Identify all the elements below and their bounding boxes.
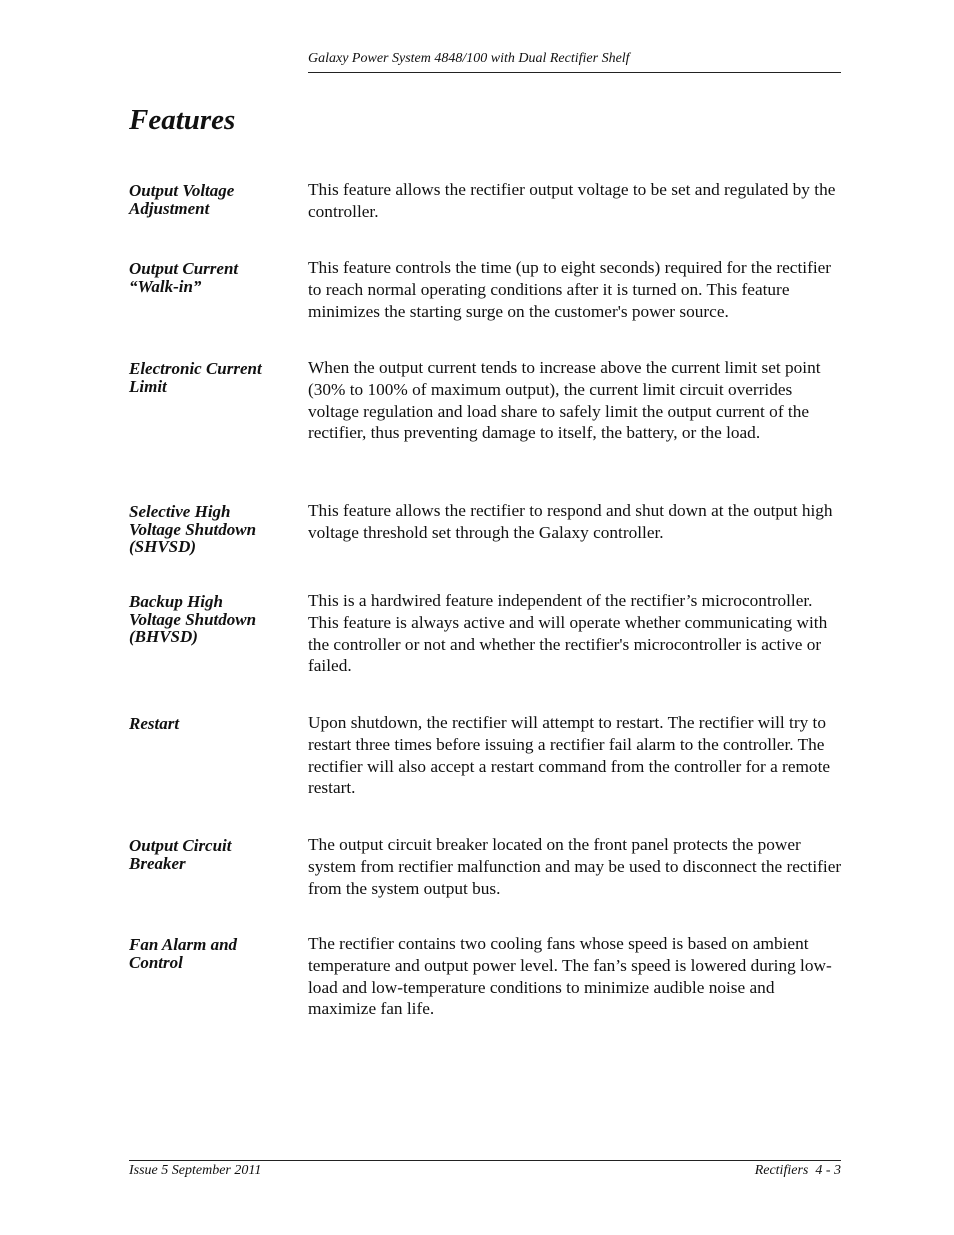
feature-term-restart: Restart — [129, 714, 180, 733]
footer-rule — [129, 1160, 841, 1161]
feature-term-bhvsd: Backup High Voltage Shutdown (BHVSD) — [129, 592, 257, 646]
feature-term-circuit-breaker: Output Circuit Breaker — [129, 836, 232, 873]
page-title: Features — [129, 104, 236, 136]
feature-desc-current-limit: When the output current tends to increase above the current limit set point (30% to 100% of maximum output), the current limit circuit overrides voltage regulation and load share to safely limit the output current of the rectifier, thus preventing damage to itself, the battery, or the load. — [308, 358, 821, 443]
footer-page-number: Rectifiers 4 - 3 — [754, 1163, 841, 1178]
feature-term-current-limit: Electronic Current Limit — [129, 359, 262, 396]
feature-desc-circuit-breaker: The output circuit breaker located on the front panel protects the power system from rectifier malfunction and may be used to disconnect the rectifier from the system output bus. — [308, 835, 842, 898]
feature-term-fan-alarm: Fan Alarm and Control — [129, 935, 238, 972]
header-rule — [308, 72, 841, 73]
footer-issue-date: Issue 5 September 2011 — [129, 1163, 262, 1178]
feature-desc-walk-in: This feature controls the time (up to eight seconds) required for the rectifier to reach normal operating conditions after it is turned on. This feature minimizes the starting surge on the customer's power source. — [308, 258, 832, 321]
feature-desc-output-voltage: This feature allows the rectifier output voltage to be set and regulated by the controller. — [308, 180, 836, 221]
feature-desc-restart: Upon shutdown, the rectifier will attempt to restart. The rectifier will try to restart three times before issuing a rectifier fail alarm to the controller. The rectifier will also accept a restart command from the controller for a remote restart. — [308, 713, 831, 798]
feature-term-output-voltage: Output Voltage Adjustment — [129, 181, 235, 218]
feature-term-shvsd: Selective High Voltage Shutdown (SHVSD) — [129, 502, 257, 556]
running-header: Galaxy Power System 4848/100 with Dual Rectifier Shelf — [308, 51, 630, 66]
feature-desc-bhvsd: This is a hardwired feature independent of the rectifier’s microcontroller. This feature is always active and will operate whether communicating with the controller or not and whether the rectifier's microcontroller is active or failed. — [308, 591, 828, 676]
feature-desc-fan-alarm: The rectifier contains two cooling fans whose speed is based on ambient temperature and output power level. The fan’s speed is lowered during low-load and low-temperature conditions to minimize audible noise and maximize fan life. — [308, 934, 832, 1019]
feature-term-walk-in: Output Current “Walk-in” — [129, 259, 239, 296]
feature-desc-shvsd: This feature allows the rectifier to respond and shut down at the output high voltage threshold set through the Galaxy controller. — [308, 501, 833, 542]
